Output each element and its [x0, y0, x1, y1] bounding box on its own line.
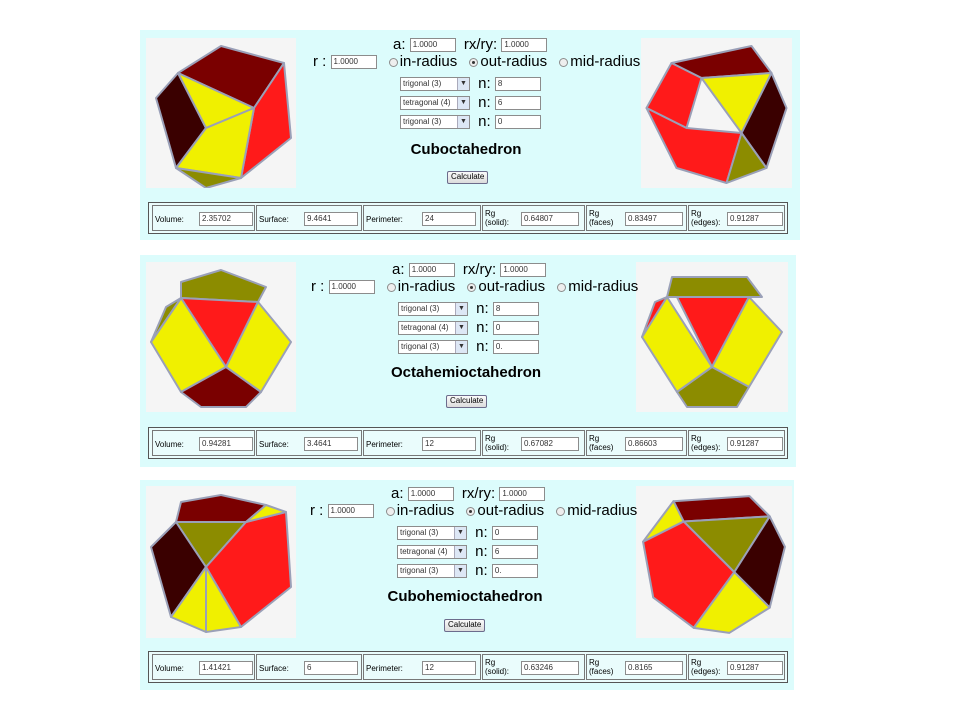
cubohemioctahedron-back-image: [636, 486, 792, 638]
r-row: [311, 278, 638, 296]
a-row: [391, 485, 545, 503]
rg-edges-label: Rg (edges):: [691, 658, 721, 676]
mid-radius-radio[interactable]: [556, 507, 565, 516]
a-row: [392, 261, 546, 279]
r-label: r :: [310, 502, 324, 519]
rg-edges-value: 0.91287: [727, 212, 783, 226]
perimeter-cell: [363, 654, 481, 680]
n-label: n:: [476, 338, 489, 355]
face-type-select-3[interactable]: trigonal (3) ▼: [398, 340, 468, 354]
rg-solid-cell: [482, 205, 585, 231]
in-radius-label: in-radius: [397, 278, 456, 295]
out-radius-label: out-radius: [477, 502, 545, 519]
perimeter-value: 12: [422, 437, 476, 451]
rg-faces-value: 0.8165: [625, 661, 683, 675]
mid-radius-label: mid-radius: [567, 502, 638, 519]
face-row-2: [397, 543, 538, 561]
n-input-1[interactable]: 8: [493, 302, 539, 316]
perimeter-value: 24: [422, 212, 476, 226]
surface-cell: [256, 205, 362, 231]
volume-label: Volume:: [155, 664, 184, 673]
a-row: [393, 36, 547, 54]
in-radius-radio[interactable]: [389, 58, 398, 67]
r-input[interactable]: 1.0000: [331, 55, 377, 69]
n-input-2[interactable]: 0: [493, 321, 539, 335]
chevron-down-icon: ▼: [457, 97, 469, 109]
out-radius-label: out-radius: [478, 278, 546, 295]
rg-solid-label: Rg (solid):: [485, 658, 510, 676]
n-input-1[interactable]: 8: [495, 77, 541, 91]
surface-cell: [256, 430, 362, 456]
rg-faces-cell: [586, 205, 687, 231]
results-bar: [148, 202, 788, 234]
face-type-select-1[interactable]: trigonal (3) ▼: [398, 302, 468, 316]
out-radius-label: out-radius: [480, 53, 548, 70]
calculate-button[interactable]: Calculate: [444, 619, 485, 632]
face-row-2: [398, 319, 539, 337]
chevron-down-icon: ▼: [457, 78, 469, 90]
volume-value: 1.41421: [199, 661, 253, 675]
rg-edges-cell: [688, 205, 785, 231]
rg-edges-value: 0.91287: [727, 661, 783, 675]
r-label: r :: [313, 53, 327, 70]
calculate-button[interactable]: Calculate: [446, 395, 487, 408]
out-radius-radio[interactable]: [467, 283, 476, 292]
face-row-1: [397, 524, 538, 542]
face-type-select-1[interactable]: trigonal (3) ▼: [400, 77, 470, 91]
n-label: n:: [476, 300, 489, 317]
n-input-3[interactable]: 0.: [492, 564, 538, 578]
rxry-label: rx/ry:: [462, 261, 497, 278]
surface-label: Surface:: [259, 215, 289, 224]
n-label: n:: [475, 524, 488, 541]
mid-radius-radio[interactable]: [557, 283, 566, 292]
chevron-down-icon: ▼: [454, 565, 466, 577]
a-input[interactable]: 1.0000: [410, 38, 456, 52]
face-type-select-1[interactable]: trigonal (3) ▼: [397, 526, 467, 540]
face-row-1: [398, 300, 539, 318]
perimeter-label: Perimeter:: [366, 215, 403, 224]
r-label: r :: [311, 278, 325, 295]
a-label: a:: [393, 36, 406, 53]
surface-label: Surface:: [259, 440, 289, 449]
rg-faces-label: Rg (faces): [589, 434, 614, 452]
volume-value: 0.94281: [199, 437, 253, 451]
n-input-3[interactable]: 0: [495, 115, 541, 129]
a-label: a:: [391, 485, 404, 502]
chevron-down-icon: ▼: [455, 341, 467, 353]
rg-edges-cell: [688, 654, 785, 680]
octahemioctahedron-front-image: [146, 262, 296, 412]
mid-radius-radio[interactable]: [559, 58, 568, 67]
chevron-down-icon: ▼: [455, 322, 467, 334]
out-radius-radio[interactable]: [466, 507, 475, 516]
rg-solid-cell: [482, 654, 585, 680]
surface-value: 9.4641: [304, 212, 358, 226]
rg-faces-label: Rg (faces): [589, 658, 614, 676]
n-label: n:: [478, 113, 491, 130]
in-radius-label: in-radius: [396, 502, 455, 519]
results-bar: [148, 427, 788, 459]
calculate-button[interactable]: Calculate: [447, 171, 488, 184]
volume-label: Volume:: [155, 215, 184, 224]
perimeter-label: Perimeter:: [366, 664, 403, 673]
rg-faces-label: Rg (faces): [589, 209, 614, 227]
rg-solid-label: Rg (solid):: [485, 209, 510, 227]
rg-faces-value: 0.83497: [625, 212, 683, 226]
octahemioctahedron-back-image: [636, 262, 788, 412]
chevron-down-icon: ▼: [455, 303, 467, 315]
rg-edges-value: 0.91287: [727, 437, 783, 451]
rxry-label: rx/ry:: [461, 485, 496, 502]
rxry-label: rx/ry:: [463, 36, 498, 53]
rxry-input[interactable]: 1.0000: [500, 263, 546, 277]
rg-faces-cell: [586, 430, 687, 456]
rg-edges-cell: [688, 430, 785, 456]
r-row: [313, 53, 640, 71]
chevron-down-icon: ▼: [457, 116, 469, 128]
rxry-input[interactable]: 1.0000: [501, 38, 547, 52]
surface-value: 3.4641: [304, 437, 358, 451]
perimeter-value: 12: [422, 661, 476, 675]
rg-solid-label: Rg (solid):: [485, 434, 510, 452]
rg-solid-value: 0.63246: [521, 661, 579, 675]
n-input-2[interactable]: 6: [495, 96, 541, 110]
n-label: n:: [478, 75, 491, 92]
a-input[interactable]: 1.0000: [409, 263, 455, 277]
r-input[interactable]: 1.0000: [328, 504, 374, 518]
polyhedron-title: Octahemioctahedron: [390, 364, 542, 381]
a-label: a:: [392, 261, 405, 278]
cuboctahedron-back-image: [641, 38, 792, 188]
face-row-3: [400, 113, 541, 131]
r-row: [310, 502, 637, 520]
out-radius-radio[interactable]: [469, 58, 478, 67]
volume-cell: [152, 205, 255, 231]
perimeter-cell: [363, 430, 481, 456]
face-type-select-2[interactable]: tetragonal (4) ▼: [397, 545, 467, 559]
rg-edges-label: Rg (edges):: [691, 209, 721, 227]
rg-solid-value: 0.64807: [521, 212, 579, 226]
rg-solid-cell: [482, 430, 585, 456]
in-radius-radio[interactable]: [387, 283, 396, 292]
face-type-select-2[interactable]: tetragonal (4) ▼: [400, 96, 470, 110]
a-input[interactable]: 1.0000: [408, 487, 454, 501]
surface-cell: [256, 654, 362, 680]
n-label: n:: [475, 543, 488, 560]
rxry-input[interactable]: 1.0000: [499, 487, 545, 501]
n-label: n:: [478, 94, 491, 111]
n-input-1[interactable]: 0: [492, 526, 538, 540]
chevron-down-icon: ▼: [454, 527, 466, 539]
perimeter-label: Perimeter:: [366, 440, 403, 449]
mid-radius-label: mid-radius: [568, 278, 639, 295]
surface-value: 6: [304, 661, 358, 675]
volume-cell: [152, 430, 255, 456]
face-row-1: [400, 75, 541, 93]
rg-faces-value: 0.86603: [625, 437, 683, 451]
face-type-select-3[interactable]: trigonal (3) ▼: [397, 564, 467, 578]
volume-label: Volume:: [155, 440, 184, 449]
mid-radius-label: mid-radius: [570, 53, 641, 70]
volume-value: 2.35702: [199, 212, 253, 226]
n-input-2[interactable]: 6: [492, 545, 538, 559]
cuboctahedron-front-image: [146, 38, 296, 188]
rg-edges-label: Rg (edges):: [691, 434, 721, 452]
face-row-3: [397, 562, 538, 580]
rg-solid-value: 0.67082: [521, 437, 579, 451]
surface-label: Surface:: [259, 664, 289, 673]
volume-cell: [152, 654, 255, 680]
face-row-2: [400, 94, 541, 112]
in-radius-radio[interactable]: [386, 507, 395, 516]
results-bar: [148, 651, 788, 683]
perimeter-cell: [363, 205, 481, 231]
polyhedron-title: Cuboctahedron: [410, 141, 522, 158]
n-label: n:: [476, 319, 489, 336]
face-type-select-3[interactable]: trigonal (3) ▼: [400, 115, 470, 129]
face-row-3: [398, 338, 539, 356]
chevron-down-icon: ▼: [454, 546, 466, 558]
n-input-3[interactable]: 0.: [493, 340, 539, 354]
cubohemioctahedron-front-image: [146, 486, 296, 638]
in-radius-label: in-radius: [399, 53, 458, 70]
face-type-select-2[interactable]: tetragonal (4) ▼: [398, 321, 468, 335]
n-label: n:: [475, 562, 488, 579]
polyhedron-title: Cubohemioctahedron: [387, 588, 543, 605]
r-input[interactable]: 1.0000: [329, 280, 375, 294]
rg-faces-cell: [586, 654, 687, 680]
